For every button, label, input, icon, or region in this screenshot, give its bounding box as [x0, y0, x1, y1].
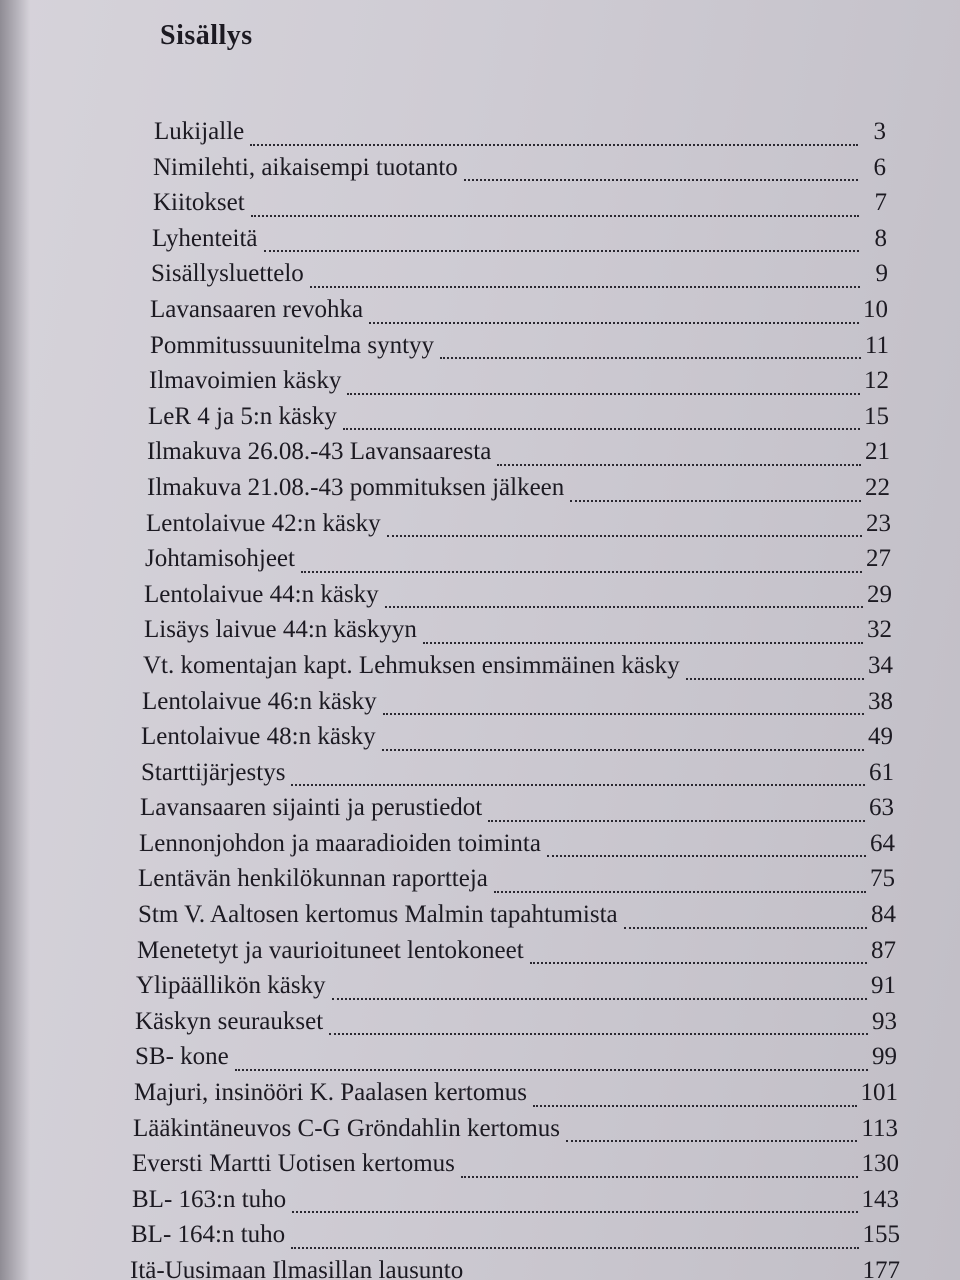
toc-entry: [130, 937, 900, 973]
toc-entry-title: Menetetyt ja vaurioituneet lentokoneet: [137, 936, 524, 964]
dot-leader: [423, 636, 863, 644]
dot-leader: [291, 1241, 858, 1249]
toc-entry-title: Lentävän henkilökunnan raportteja: [138, 865, 488, 893]
toc-entry-title: Lääkintäneuvos C-G Gröndahlin kertomus: [133, 1114, 560, 1142]
toc-entry: [130, 830, 900, 866]
toc-page-number: 8: [874, 224, 887, 252]
toc-page-number: 61: [869, 758, 894, 786]
toc-entry-title: Ilmakuva 21.08.-43 pommituksen jälkeen: [147, 473, 565, 501]
dot-leader: [291, 778, 865, 786]
toc-entry: [130, 260, 900, 296]
dot-leader: [343, 422, 860, 430]
dot-leader: [461, 1170, 858, 1178]
toc-entry-title: LeR 4 ja 5:n käsky: [148, 402, 337, 430]
toc-page-number: 6: [873, 153, 886, 181]
dot-leader: [250, 138, 858, 146]
toc-entry: [130, 225, 900, 261]
dot-leader: [292, 1205, 857, 1213]
toc-page-number: 27: [866, 545, 891, 573]
toc-page-number: 64: [870, 829, 895, 857]
toc-page-number: 12: [864, 367, 889, 395]
toc-entry-title: Lavansaaren sijainti ja perustiedot: [140, 794, 483, 822]
toc-entry-title: Lentolaivue 48:n käsky: [141, 723, 376, 751]
dot-leader: [387, 529, 862, 537]
toc-entry: [130, 972, 900, 1008]
toc-page-number: 23: [866, 509, 891, 537]
toc-entry: [130, 581, 900, 617]
toc-entry-title: Majuri, insinööri K. Paalasen kertomus: [134, 1079, 527, 1107]
toc-entry: [130, 1043, 900, 1079]
toc-entry-title: Stm V. Aaltosen kertomus Malmin tapahtumista: [138, 901, 618, 929]
toc-page-number: 22: [865, 473, 890, 501]
toc-entry: [130, 1150, 900, 1186]
dot-leader: [332, 992, 867, 1000]
dot-leader: [251, 209, 859, 217]
toc-page-number: 9: [875, 260, 888, 288]
toc-entry-title: BL- 164:n tuho: [131, 1221, 286, 1249]
dot-leader: [235, 1063, 868, 1071]
page-title: Sisällys: [160, 20, 253, 51]
toc-page-number: 29: [867, 580, 892, 608]
toc-entry-title: Itä-Uusimaan Ilmasillan lausunto: [130, 1257, 464, 1280]
dot-leader: [533, 1099, 857, 1107]
toc-entry-title: Lentolaivue 42:n käsky: [146, 509, 381, 537]
toc-entry: [130, 545, 900, 581]
toc-page-number: 84: [871, 901, 896, 929]
toc-entry: [130, 1257, 900, 1280]
toc-page-number: 113: [861, 1114, 898, 1142]
page-binding-shadow: [0, 0, 30, 1280]
dot-leader: [385, 600, 863, 608]
dot-leader: [329, 1027, 868, 1035]
dot-leader: [440, 351, 861, 359]
toc-entry-title: Lukijalle: [154, 118, 245, 145]
toc-page-number: 177: [862, 1257, 900, 1280]
toc-page-number: 91: [871, 972, 896, 1000]
dot-leader: [547, 849, 866, 857]
toc-page-number: 3: [873, 118, 886, 145]
dot-leader: [624, 921, 867, 929]
toc-page-number: 21: [865, 438, 890, 466]
toc-entry: [130, 403, 900, 439]
toc-entry-title: Ilmavoimien käsky: [149, 367, 342, 395]
toc-entry: [130, 296, 900, 332]
toc-entry-title: BL- 163:n tuho: [132, 1185, 287, 1213]
toc-page-number: 15: [864, 402, 889, 430]
dot-leader: [310, 280, 860, 288]
toc-entry: [130, 759, 900, 795]
toc-entry-title: Kiitokset: [153, 189, 245, 217]
toc-entry-title: Lyhenteitä: [152, 224, 258, 252]
dot-leader: [464, 173, 858, 181]
toc-entry: [130, 189, 900, 225]
toc-page-number: 7: [874, 189, 887, 217]
dot-leader: [264, 244, 859, 252]
toc-entry-title: Johtamisohjeet: [145, 545, 295, 573]
toc-entry-title: Pommitussuunitelma syntyy: [150, 331, 435, 359]
toc-page-number: 38: [868, 687, 893, 715]
toc-page-number: 11: [864, 331, 889, 359]
toc-entry: [130, 652, 900, 688]
dot-leader: [570, 494, 861, 502]
toc-entry: [130, 1008, 900, 1044]
dot-leader: [347, 387, 860, 395]
dot-leader: [497, 458, 861, 466]
toc-entry-title: Lisäys laivue 44:n käskyyn: [144, 616, 417, 644]
toc-entry: [130, 332, 900, 368]
toc-entry: [130, 616, 900, 652]
toc-entry-title: Eversti Martti Uotisen kertomus: [132, 1150, 455, 1178]
toc-page-number: 87: [871, 936, 896, 964]
toc-page-number: 99: [872, 1043, 897, 1071]
toc-entry-title: Lennonjohdon ja maaradioiden toiminta: [139, 829, 541, 857]
toc-entry-title: Nimilehti, aikaisempi tuotanto: [153, 153, 458, 181]
dot-leader: [686, 672, 864, 680]
toc-page-number: 130: [861, 1150, 899, 1178]
toc-entry-title: Käskyn seuraukset: [135, 1007, 324, 1035]
toc-page-number: 32: [867, 616, 892, 644]
toc-entry: [130, 474, 900, 510]
dot-leader: [382, 743, 864, 751]
dot-leader: [566, 1134, 857, 1142]
table-of-contents: [130, 118, 900, 1280]
dot-leader: [488, 814, 865, 822]
toc-entry-title: Vt. komentajan kapt. Lehmuksen ensimmäinen käsky: [143, 651, 680, 679]
toc-page-number: 143: [861, 1185, 899, 1213]
dot-leader: [469, 1277, 858, 1280]
toc-page-number: 49: [868, 723, 893, 751]
toc-entry: [130, 865, 900, 901]
toc-entry: [130, 723, 900, 759]
dot-leader: [383, 707, 864, 715]
toc-entry: [130, 154, 900, 190]
toc-entry-title: Lavansaaren revohka: [150, 295, 364, 323]
toc-page-number: 101: [860, 1079, 898, 1107]
dot-leader: [369, 316, 859, 324]
toc-page-number: 10: [863, 295, 888, 323]
toc-entry-title: Lentolaivue 44:n käsky: [144, 580, 379, 608]
toc-entry: [130, 794, 900, 830]
toc-entry: [130, 438, 900, 474]
dot-leader: [301, 565, 862, 573]
toc-entry: [130, 1186, 900, 1222]
toc-page-number: 34: [868, 651, 893, 679]
toc-entry: [130, 1221, 900, 1257]
toc-entry: [130, 118, 900, 154]
toc-page-number: 155: [862, 1221, 900, 1249]
toc-entry: [130, 1115, 900, 1151]
dot-leader: [494, 885, 866, 893]
toc-page-number: 75: [870, 865, 895, 893]
toc-page-number: 93: [872, 1007, 897, 1035]
toc-entry: [130, 367, 900, 403]
toc-entry-title: Sisällysluettelo: [151, 260, 304, 288]
toc-entry: [130, 1079, 900, 1115]
toc-entry: [130, 510, 900, 546]
toc-entry-title: Lentolaivue 46:n käsky: [142, 687, 377, 715]
toc-entry-title: Ylipäällikön käsky: [136, 972, 326, 1000]
toc-page-number: 63: [869, 794, 894, 822]
toc-entry: [130, 688, 900, 724]
toc-entry-title: Ilmakuva 26.08.-43 Lavansaaresta: [147, 438, 492, 466]
toc-entry-title: Starttijärjestys: [141, 758, 286, 786]
toc-entry-title: SB- kone: [135, 1043, 229, 1071]
dot-leader: [530, 956, 867, 964]
toc-entry: [130, 901, 900, 937]
